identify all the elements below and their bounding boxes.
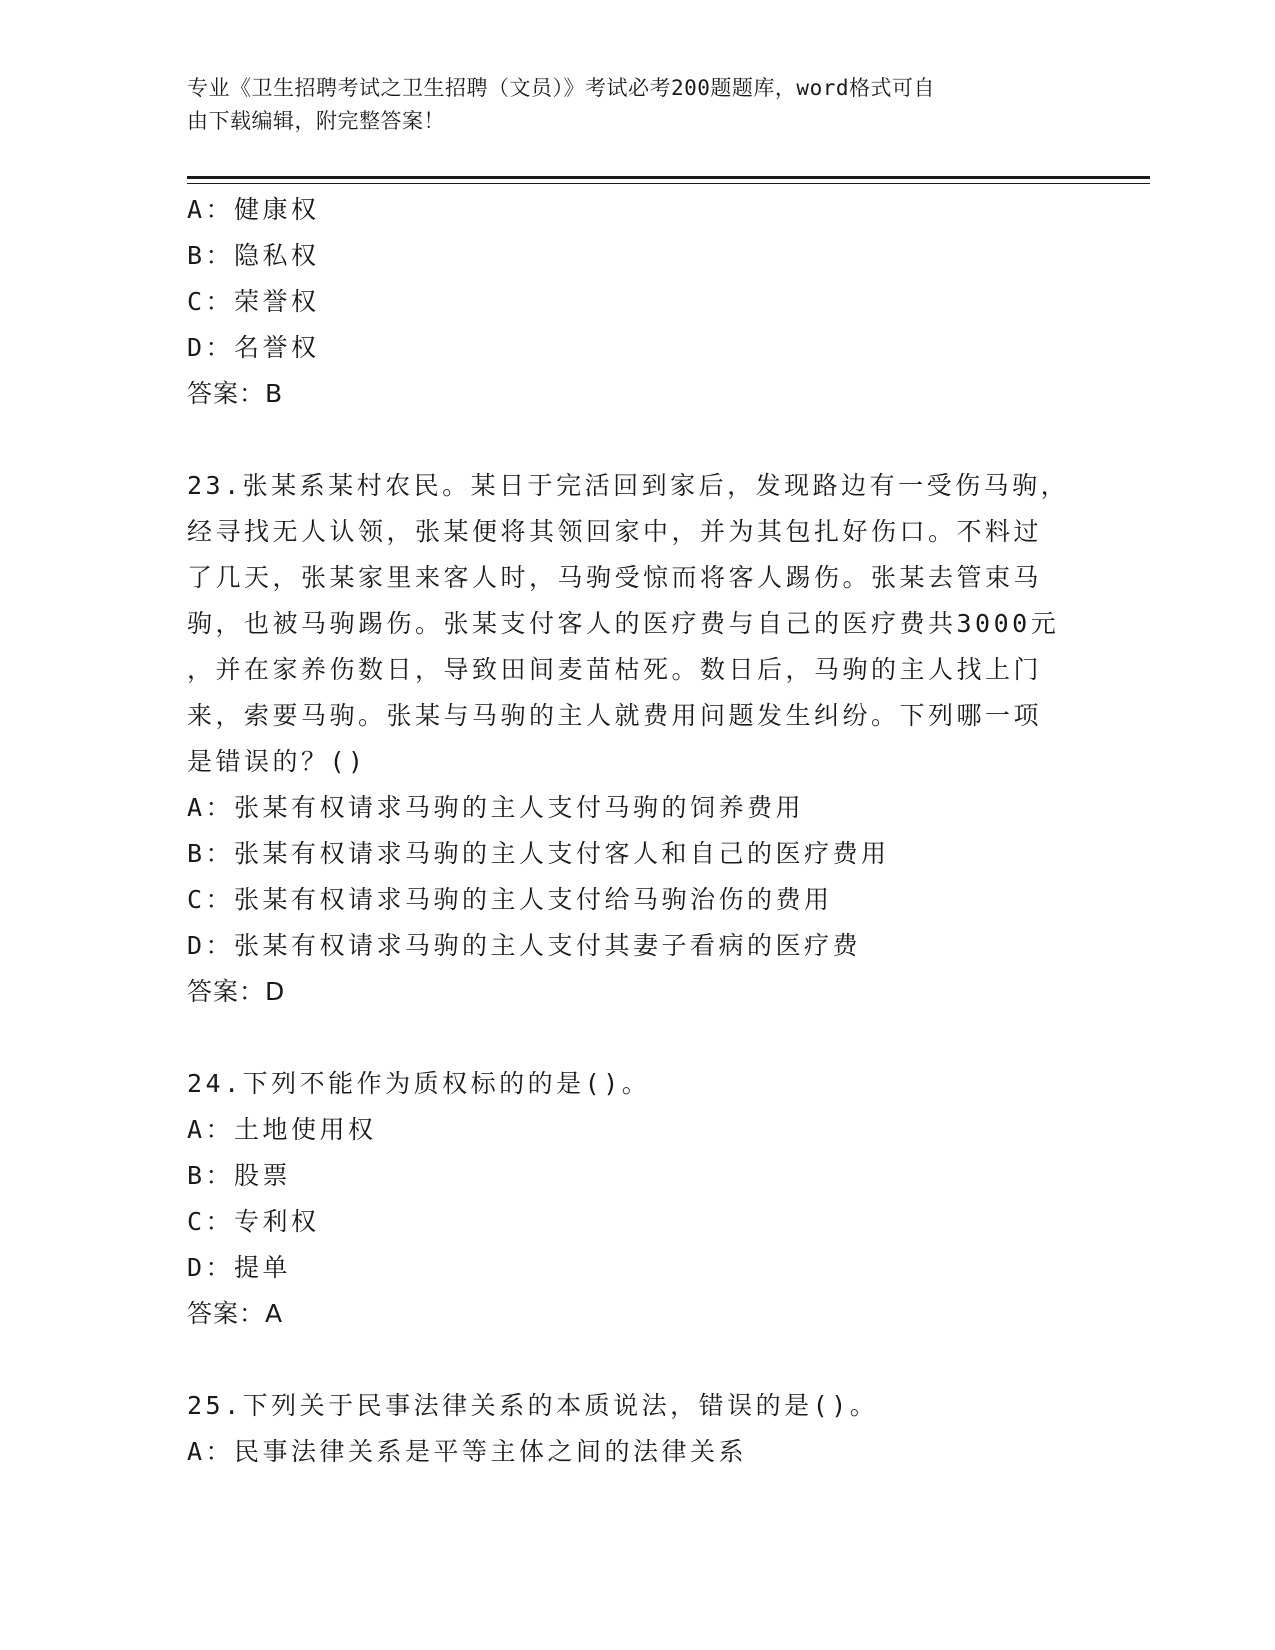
spacer [187,417,1087,463]
q23-stem-line-6: 来，索要马驹。张某与马驹的主人就费用问题发生纠纷。下列哪一项 [187,701,1043,730]
q24-answer: 答案：A [187,1299,284,1328]
q25-option-a: A：民事法律关系是平等主体之间的法律关系 [187,1437,748,1466]
q22-option-c: C：荣誉权 [187,287,320,316]
q23-stem-line-7: 是错误的？() [187,747,367,776]
question-22-block [187,187,1087,417]
q24-option-b: B：股票 [187,1161,292,1190]
q25-stem: 25.下列关于民事法律关系的本质说法，错误的是()。 [187,1391,879,1420]
q23-stem-line-4: 驹，也被马驹踢伤。张某支付客人的医疗费与自己的医疗费共3000元 [187,609,1060,638]
q24-option-c: C：专利权 [187,1207,320,1236]
q23-option-b: B：张某有权请求马驹的主人支付客人和自己的医疗费用 [187,839,890,868]
question-25-block [187,1383,1087,1475]
q23-option-d: D：张某有权请求马驹的主人支付其妻子看病的医疗费 [187,931,862,960]
q23-answer: 答案：D [187,977,286,1006]
q23-stem-line-2: 经寻找无人认领，张某便将其领回家中，并为其包扎好伤口。不料过 [187,517,1043,546]
q23-option-a: A：张某有权请求马驹的主人支付马驹的饲养费用 [187,793,805,822]
q24-stem: 24.下列不能作为质权标的的是()。 [187,1069,651,1098]
question-23-block [187,463,1087,1015]
q22-answer: 答案：B [187,379,284,408]
q23-stem-line-5: ，并在家养伤数日，导致田间麦苗枯死。数日后，马驹的主人找上门 [187,655,1043,684]
q23-option-c: C：张某有权请求马驹的主人支付给马驹治伤的费用 [187,885,833,914]
q22-option-d: D：名誉权 [187,333,320,362]
q23-stem-line-3: 了几天，张某家里来客人时，马驹受惊而将客人踢伤。张某去管束马 [187,563,1043,592]
question-24-block [187,1061,1087,1337]
q22-option-a: A：健康权 [187,195,320,224]
header-line-1: 专业《卫生招聘考试之卫生招聘（文员）》考试必考200题题库，word格式可自 [187,76,935,100]
header-rule-thick [187,176,1150,179]
q23-stem-line-1: 23.张某系某村农民。某日于完活回到家后，发现路边有一受伤马驹， [187,471,1070,500]
document-body [187,187,1087,1475]
q22-option-b: B：隐私权 [187,241,320,270]
q24-option-d: D：提单 [187,1253,292,1282]
spacer [187,1015,1087,1061]
spacer [187,1337,1087,1383]
document-header [187,72,1067,138]
header-line-2: 由下载编辑，附完整答案！ [187,109,445,133]
q24-option-a: A：土地使用权 [187,1115,377,1144]
header-rule-thin [187,183,1150,184]
